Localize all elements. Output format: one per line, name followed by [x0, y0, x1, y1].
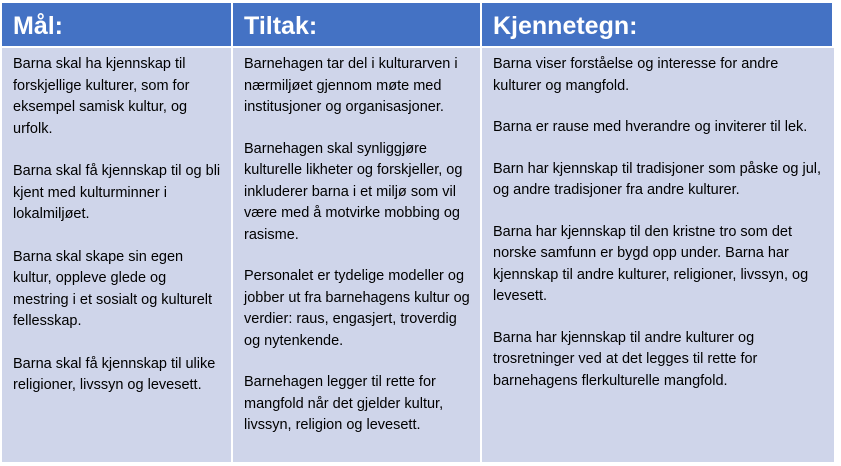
column-mal [2, 46, 233, 462]
tiltak-item: Barnehagen skal synliggjøre kulturelle likheter og forskjeller, og inkluderer barna i et miljø som vil være med å motvirke mobbing og rasisme. [244, 140, 463, 243]
kjennetegn-item: Barna har kjennskap til den kristne tro som det norske samfunn er bygd opp under. Barna har kjennskap til andre kulturer, religioner, livssyn, og levesett. [493, 223, 809, 304]
kjennetegn-item: Barna er rause med hverandre og inviterer til lek. [493, 119, 808, 135]
column-kjennetegn [482, 46, 834, 462]
header-kjennetegn: Kjennetegn: [482, 3, 834, 46]
kjennetegn-item: Barna har kjennskap til andre kulturer og trosretninger ved at det legges til rette for barnehagens flerkulturelle mangfold. [493, 329, 758, 389]
header-tiltak: Tiltak: [233, 3, 482, 46]
column-tiltak [233, 46, 482, 462]
goals-table [2, 3, 834, 462]
mal-item: Barna skal skape sin egen kultur, oppleve glede og mestring i et sosialt og kulturelt fellesskap. [13, 248, 213, 329]
kjennetegn-item: Barn har kjennskap til tradisjoner som påske og jul, og andre tradisjoner fra andre kulturer. [493, 160, 822, 198]
tiltak-item: Barnehagen legger til rette for mangfold når det gjelder kultur, livssyn, religion og levesett. [244, 374, 444, 433]
mal-item: Barna skal få kjennskap til ulike religioner, livssyn og levesett. [13, 355, 216, 393]
tiltak-item: Personalet er tydelige modeller og jobber ut fra barnehagens kultur og verdier: raus, engasjert, troverdig og nytenkende. [244, 268, 470, 349]
mal-item: Barna skal få kjennskap til og bli kjent med kulturminner i lokalmiljøet. [13, 163, 221, 222]
kjennetegn-item: Barna viser forståelse og interesse for andre kulturer og mangfold. [493, 56, 779, 94]
mal-item: Barna skal ha kjennskap til forskjellige kulturer, som for eksempel samisk kultur, og urfolk. [13, 56, 190, 137]
header-mal: Mål: [2, 3, 233, 46]
tiltak-item: Barnehagen tar del i kulturarven i nærmiljøet gjennom møte med institusjoner og organisasjoner. [244, 56, 458, 115]
